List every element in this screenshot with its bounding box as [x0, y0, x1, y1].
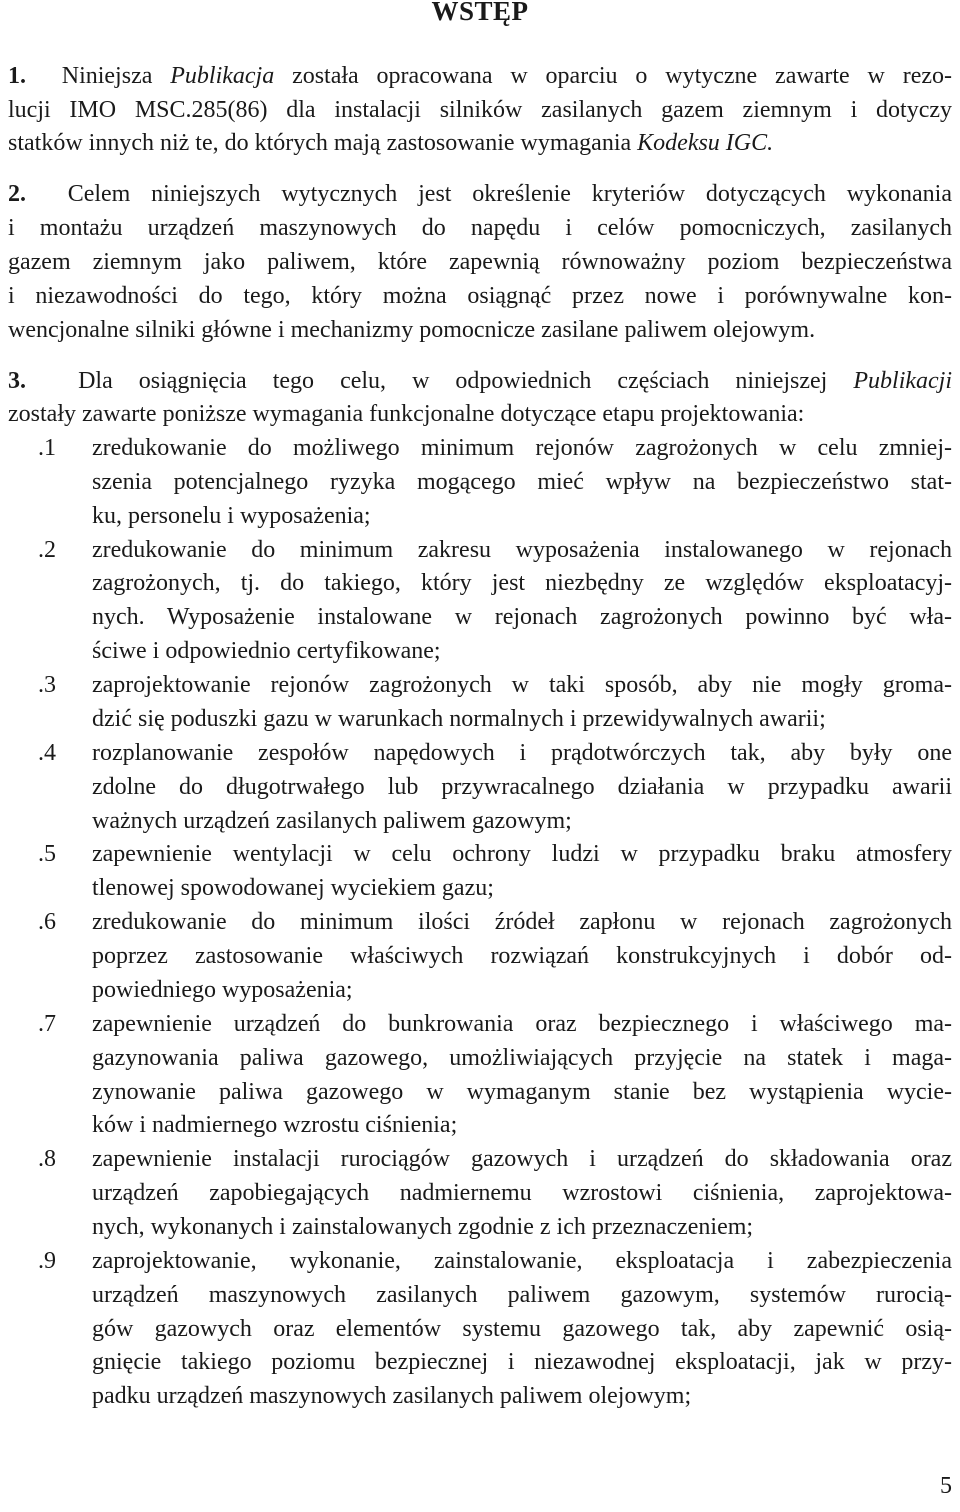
list-item-line: ków i nadmiernego wzrostu ciśnienia;	[92, 1112, 458, 1138]
paragraph-line: i montażu urządzeń maszynowych do napędu i celów pomocniczych, zasilanych	[8, 215, 952, 241]
list-item-line: poprzez zastosowanie właściwych rozwiązań konstrukcyjnych i dobór od-	[92, 943, 952, 969]
list-item-number: .9	[38, 1248, 56, 1274]
list-item-line: nych, wykonanych i zainstalowanych zgodnie z ich przeznaczeniem;	[92, 1214, 754, 1240]
list-item-line: gów gazowych oraz elementów systemu gazowego tak, aby zapewnić osią-	[92, 1316, 952, 1342]
list-item-line: zynowanie paliwa gazowego w wymaganym stanie bez wystąpienia wycie-	[92, 1079, 952, 1105]
list-item-number: .1	[38, 435, 56, 461]
paragraph-line: zostały zawarte poniższe wymagania funkcjonalne dotyczące etapu projektowania:	[8, 401, 805, 427]
page-number: 5	[940, 1473, 952, 1499]
list-item-line: zapewnienie urządzeń do bunkrowania oraz bezpiecznego i właściwego ma-	[92, 1011, 952, 1037]
list-item-line: tlenowej spowodowanej wyciekiem gazu;	[92, 875, 494, 901]
italic-term: Kodeksu IGC.	[637, 130, 774, 156]
list-item-line: urządzeń maszynowych zasilanych paliwem gazowym, systemów rurocią-	[92, 1282, 952, 1308]
list-item-line: ważnych urządzeń zasilanych paliwem gazowym;	[92, 808, 572, 834]
paragraph-line	[8, 178, 952, 210]
list-item-line: nych. Wyposażenie instalowane w rejonach zagrożonych powinno być wła-	[92, 604, 952, 630]
list-item-line: zredukowanie do minimum ilości źródeł zapłonu w rejonach zagrożonych	[92, 909, 952, 935]
list-item-line: urządzeń zapobiegających nadmiernemu wzrostowi ciśnienia, zaprojektowa-	[92, 1180, 952, 1206]
paragraph-number: 3.	[8, 368, 26, 394]
list-item-number: .3	[38, 672, 56, 698]
text-run: Celem niniejszych wytycznych jest określenie kryteriów dotyczących wykonania	[67, 181, 952, 207]
text-run: Niniejsza	[61, 63, 171, 89]
paragraph-line: gazem ziemnym jako paliwem, które zapewnią równoważny poziom bezpieczeństwa	[8, 249, 952, 275]
paragraph-line: wencjonalne silniki główne i mechanizmy pomocnicze zasilane paliwem olejowym.	[8, 317, 816, 343]
paragraph-number: 2.	[8, 181, 26, 207]
paragraph-line	[8, 365, 952, 397]
list-item-line: szenia potencjalnego ryzyka mogącego mieć wpływ na bezpieczeństwo stat-	[92, 469, 952, 495]
list-item-number: .5	[38, 841, 56, 867]
list-item-line: dzić się poduszki gazu w warunkach normalnych i przewidywalnych awarii;	[92, 706, 826, 732]
list-item-line: zredukowanie do możliwego minimum rejonów zagrożonych w celu zmniej-	[92, 435, 952, 461]
list-item-line: zapewnienie wentylacji w celu ochrony ludzi w przypadku braku atmosfery	[92, 841, 952, 867]
paragraph-line	[8, 60, 952, 92]
list-item-line: zaprojektowanie rejonów zagrożonych w taki sposób, aby nie mogły groma-	[92, 672, 952, 698]
list-item-number: .2	[38, 537, 56, 563]
list-item-line: gazynowania paliwa gazowego, umożliwiających przyjęcie na statek i maga-	[92, 1045, 952, 1071]
italic-term: Publikacji	[853, 368, 953, 394]
paragraph-line: lucji IMO MSC.285(86) dla instalacji silników zasilanych gazem ziemnym i dotyczy	[8, 97, 952, 123]
list-item-line: gnięcie takiego poziomu bezpiecznej i niezawodnej eksploatacji, jak w przy-	[92, 1349, 952, 1375]
list-item-line: powiedniego wyposażenia;	[92, 977, 353, 1003]
list-item-number: .4	[38, 740, 56, 766]
list-item-line: padku urządzeń maszynowych zasilanych paliwem olejowym;	[92, 1383, 692, 1409]
paragraph-number: 1.	[8, 63, 26, 89]
list-item-line: zaprojektowanie, wykonanie, zainstalowanie, eksploatacja i zabezpieczenia	[92, 1248, 952, 1274]
list-item-number: .6	[38, 909, 56, 935]
list-item-number: .7	[38, 1011, 56, 1037]
text-run: statków innych niż te, do których mają zastosowanie wymagania	[8, 130, 638, 156]
list-item-line: ściwe i odpowiednio certyfikowane;	[92, 638, 441, 664]
list-item-line: ku, personelu i wyposażenia;	[92, 503, 371, 529]
list-item-line: zdolne do długotrwałego lub przywracalnego działania w przypadku awarii	[92, 774, 952, 800]
paragraph-line: i niezawodności do tego, który można osiągnąć przez nowe i porównywalne kon-	[8, 283, 952, 309]
list-item-line: zagrożonych, tj. do takiego, który jest niezbędny ze względów eksploatacyj-	[92, 570, 952, 596]
page-title: WSTĘP	[431, 0, 529, 26]
text-run: została opracowana w oparciu o wytyczne zawarte w rezo-	[274, 63, 953, 89]
list-item-number: .8	[38, 1146, 56, 1172]
list-item-line: zapewnienie instalacji rurociągów gazowych i urządzeń do składowania oraz	[92, 1146, 952, 1172]
paragraph-line	[8, 127, 952, 159]
list-item-line: zredukowanie do minimum zakresu wyposażenia instalowanego w rejonach	[92, 537, 952, 563]
italic-term: Publikacja	[170, 63, 275, 89]
text-run: Dla osiągnięcia tego celu, w odpowiednich częściach niniejszej	[78, 368, 854, 394]
list-item-line: rozplanowanie zespołów napędowych i prądotwórczych tak, aby były one	[92, 740, 952, 766]
